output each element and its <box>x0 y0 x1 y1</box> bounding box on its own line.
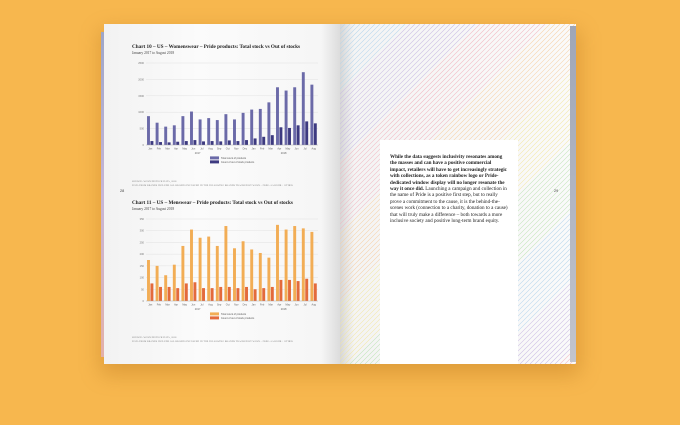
chart-plot <box>132 215 328 333</box>
bar-out-of-stock <box>262 288 265 301</box>
x-tick-label: Mar <box>165 147 170 151</box>
bar-total-stock <box>267 258 270 301</box>
bar-total-stock <box>302 72 305 145</box>
bar-out-of-stock <box>228 287 231 301</box>
x-tick-label: Nov <box>234 147 239 151</box>
page-number-left: 28 <box>120 189 125 193</box>
bar-out-of-stock <box>159 287 162 301</box>
pull-text-box <box>380 140 518 364</box>
x-tick-label: Jun <box>191 303 196 307</box>
body-paragraph: Launching a campaign and collection in the name of Pride is a positive first step, but to really prove a commitment to the cause, it is the behind-the-scenes work (connection to a charity, donation to a cause) that will truly make a difference – both towards a more inclusive society and positive long-term brand equity. <box>390 186 508 225</box>
bar-out-of-stock <box>202 288 205 301</box>
bar-total-stock <box>147 260 150 301</box>
x-tick-label: Jun <box>191 147 196 151</box>
bar-out-of-stock <box>211 288 214 301</box>
bar-total-stock <box>156 123 159 145</box>
bar-total-stock <box>276 87 279 145</box>
bar-out-of-stock <box>288 128 291 145</box>
bar-out-of-stock <box>219 141 222 145</box>
bar-out-of-stock <box>305 121 308 145</box>
bar-total-stock <box>310 85 313 145</box>
x-tick-label: Sep <box>216 303 222 307</box>
bar-out-of-stock <box>202 141 205 145</box>
chart-note: DATA FROM BRANDS INCLUDE ALL BRANDS INVOLVED IN THE FOLLOWING BRANDS TRACKED BY WGSN – FREE: AA ROHR + OTHER <box>132 183 293 187</box>
y-tick-label: 0 <box>142 300 144 303</box>
bar-total-stock <box>285 230 288 301</box>
bar-out-of-stock <box>254 138 257 145</box>
x-tick-label: Feb <box>156 147 162 151</box>
stripe-line <box>520 24 576 364</box>
bar-total-stock <box>285 91 288 145</box>
x-tick-label: Aug <box>311 147 316 151</box>
x-tick-label: Oct <box>225 303 230 307</box>
x-tick-label: Mar <box>165 303 170 307</box>
x-tick-label: Apr <box>277 147 282 151</box>
bar-out-of-stock <box>176 288 179 301</box>
y-tick-label: 2500 <box>138 62 144 65</box>
x-tick-label: May <box>182 303 188 307</box>
page-number-right: 29 <box>554 189 559 193</box>
right-page-edge <box>570 26 576 362</box>
bar-total-stock <box>233 248 236 301</box>
legend-label: Total count of products <box>221 157 247 160</box>
bar-total-stock <box>276 225 279 301</box>
bar-total-stock <box>190 230 193 301</box>
bar-out-of-stock <box>150 283 153 301</box>
bar-total-stock <box>259 253 262 301</box>
x-tick-label: Aug <box>208 303 213 307</box>
bar-total-stock <box>224 114 227 145</box>
chart-11 <box>132 200 328 343</box>
x-tick-label: Aug <box>311 303 316 307</box>
x-tick-label: Nov <box>234 303 239 307</box>
legend-swatch <box>210 160 219 163</box>
y-tick-label: 200 <box>139 253 144 257</box>
bar-out-of-stock <box>279 127 282 145</box>
open-magazine <box>104 24 576 364</box>
bar-total-stock <box>199 119 202 145</box>
x-tick-label: Dec <box>242 147 248 151</box>
y-tick-label: 50 <box>141 288 144 292</box>
bar-total-stock <box>181 116 184 145</box>
y-tick-label: 150 <box>139 264 144 268</box>
legend-swatch <box>210 312 219 315</box>
y-tick-label: 500 <box>139 127 144 131</box>
bar-total-stock <box>207 237 210 301</box>
x-tick-label: May <box>285 303 291 307</box>
legend-swatch <box>210 156 219 159</box>
y-tick-label: 1500 <box>138 94 144 98</box>
legend-label: Count of out of stock products <box>221 161 255 164</box>
bar-out-of-stock <box>297 125 300 145</box>
bar-out-of-stock <box>219 287 222 301</box>
bar-out-of-stock <box>297 281 300 301</box>
year-label: 2017 <box>194 152 201 155</box>
bar-total-stock <box>190 112 193 145</box>
bar-out-of-stock <box>168 287 171 301</box>
bar-total-stock <box>242 241 245 301</box>
y-tick-label: 1000 <box>138 111 144 115</box>
chart-source: SOURCE: WGSN INSTOCK DATA, 2018 <box>132 180 177 183</box>
bar-out-of-stock <box>279 280 282 301</box>
x-tick-label: Jun <box>294 303 299 307</box>
x-tick-label: Jan <box>251 303 256 307</box>
bar-out-of-stock <box>211 141 214 145</box>
x-tick-label: Jan <box>148 303 153 307</box>
year-label: 2018 <box>280 308 287 311</box>
bar-total-stock <box>267 102 270 145</box>
x-tick-label: Jul <box>200 147 204 151</box>
bar-out-of-stock <box>236 141 239 145</box>
chart-subtitle: January 2017 to August 2018 <box>132 207 175 211</box>
bar-out-of-stock <box>236 288 239 301</box>
bar-total-stock <box>242 113 245 145</box>
bar-total-stock <box>173 265 176 301</box>
chart-note: DATA FROM BRANDS INCLUDE ALL BRANDS INVOLVED IN THE FOLLOWING BRANDS TRACKED BY WGSN – FREE: AA ROHR + OTHER <box>132 339 293 343</box>
chart-title: Chart 11 – US – Menswear – Pride products: Total stock vs Out of stocks <box>132 200 293 206</box>
bar-total-stock <box>207 118 210 145</box>
bar-out-of-stock <box>193 282 196 301</box>
x-tick-label: Mar <box>268 303 273 307</box>
y-tick-label: 350 <box>139 218 144 221</box>
x-tick-label: Jul <box>200 303 204 307</box>
x-tick-label: Apr <box>174 303 179 307</box>
bar-out-of-stock <box>314 123 317 145</box>
x-tick-label: May <box>182 147 188 151</box>
chart-subtitle: January 2017 to August 2018 <box>132 51 175 55</box>
bar-total-stock <box>216 120 219 145</box>
legend-swatch <box>210 316 219 319</box>
bold-paragraph: While the data suggests inclusivity resonates among the masses and can have a positive commercial impact, retailers will have to get increasingly strategic with collections, as a token rainbow logo or Pride-dedicated window display will no longer resonate the way it once did. <box>390 154 507 193</box>
x-tick-label: Jun <box>294 147 299 151</box>
x-tick-label: Feb <box>259 303 265 307</box>
y-tick-label: 300 <box>139 229 144 233</box>
bar-total-stock <box>259 109 262 145</box>
y-tick-label: 2000 <box>138 78 144 82</box>
chart-plot <box>132 59 328 177</box>
stripe-line <box>525 24 576 364</box>
x-tick-label: Mar <box>268 147 273 151</box>
bar-out-of-stock <box>185 283 188 301</box>
bar-out-of-stock <box>271 287 274 301</box>
bar-total-stock <box>147 116 150 145</box>
x-tick-label: Jul <box>303 303 307 307</box>
legend-label: Total count of products <box>221 313 247 316</box>
stripe-line <box>340 24 355 364</box>
bar-out-of-stock <box>254 289 257 301</box>
bar-total-stock <box>224 226 227 301</box>
bar-out-of-stock <box>159 142 162 145</box>
x-tick-label: Aug <box>208 147 213 151</box>
chart-10 <box>132 44 328 187</box>
bar-total-stock <box>173 125 176 145</box>
bar-total-stock <box>199 238 202 301</box>
bar-out-of-stock <box>245 287 248 301</box>
x-tick-label: Feb <box>156 303 162 307</box>
x-tick-label: Oct <box>225 147 230 151</box>
bar-out-of-stock <box>245 140 248 145</box>
x-tick-label: Jul <box>303 147 307 151</box>
bar-total-stock <box>302 228 305 301</box>
x-tick-label: Dec <box>242 303 248 307</box>
bar-out-of-stock <box>193 140 196 145</box>
stripe-line <box>340 24 385 364</box>
y-tick-label: 100 <box>139 276 144 280</box>
x-tick-label: May <box>285 147 291 151</box>
bar-total-stock <box>216 246 219 301</box>
right-page <box>340 24 576 364</box>
bar-out-of-stock <box>262 137 265 145</box>
x-tick-label: Jan <box>251 147 256 151</box>
bar-total-stock <box>293 87 296 145</box>
bar-total-stock <box>293 226 296 301</box>
bar-out-of-stock <box>168 142 171 145</box>
x-tick-label: Jan <box>148 147 153 151</box>
y-tick-label: 250 <box>139 241 144 245</box>
bar-out-of-stock <box>314 283 317 301</box>
year-label: 2017 <box>194 308 201 311</box>
chart-source: SOURCE: WGSN INSTOCK DATA, 2018 <box>132 336 177 339</box>
bar-out-of-stock <box>228 140 231 145</box>
bar-out-of-stock <box>176 142 179 145</box>
bar-total-stock <box>164 275 167 301</box>
x-tick-label: Feb <box>259 147 265 151</box>
x-tick-label: Apr <box>174 147 179 151</box>
y-tick-label: 0 <box>142 144 144 147</box>
legend-label: Count of out of stock products <box>221 317 255 320</box>
chart-title: Chart 10 – US – Womenswear – Pride products: Total stock vs Out of stocks <box>132 44 301 50</box>
bar-out-of-stock <box>185 141 188 145</box>
bar-total-stock <box>156 266 159 301</box>
bar-total-stock <box>164 127 167 145</box>
bar-out-of-stock <box>305 279 308 301</box>
bar-total-stock <box>250 249 253 301</box>
bar-total-stock <box>250 110 253 145</box>
bar-out-of-stock <box>288 280 291 301</box>
bar-total-stock <box>310 232 313 301</box>
x-tick-label: Apr <box>277 303 282 307</box>
year-label: 2018 <box>280 152 287 155</box>
left-page <box>104 24 340 364</box>
bar-total-stock <box>233 119 236 145</box>
bar-total-stock <box>181 246 184 301</box>
bar-out-of-stock <box>271 135 274 145</box>
bar-out-of-stock <box>150 141 153 145</box>
x-tick-label: Sep <box>216 147 222 151</box>
